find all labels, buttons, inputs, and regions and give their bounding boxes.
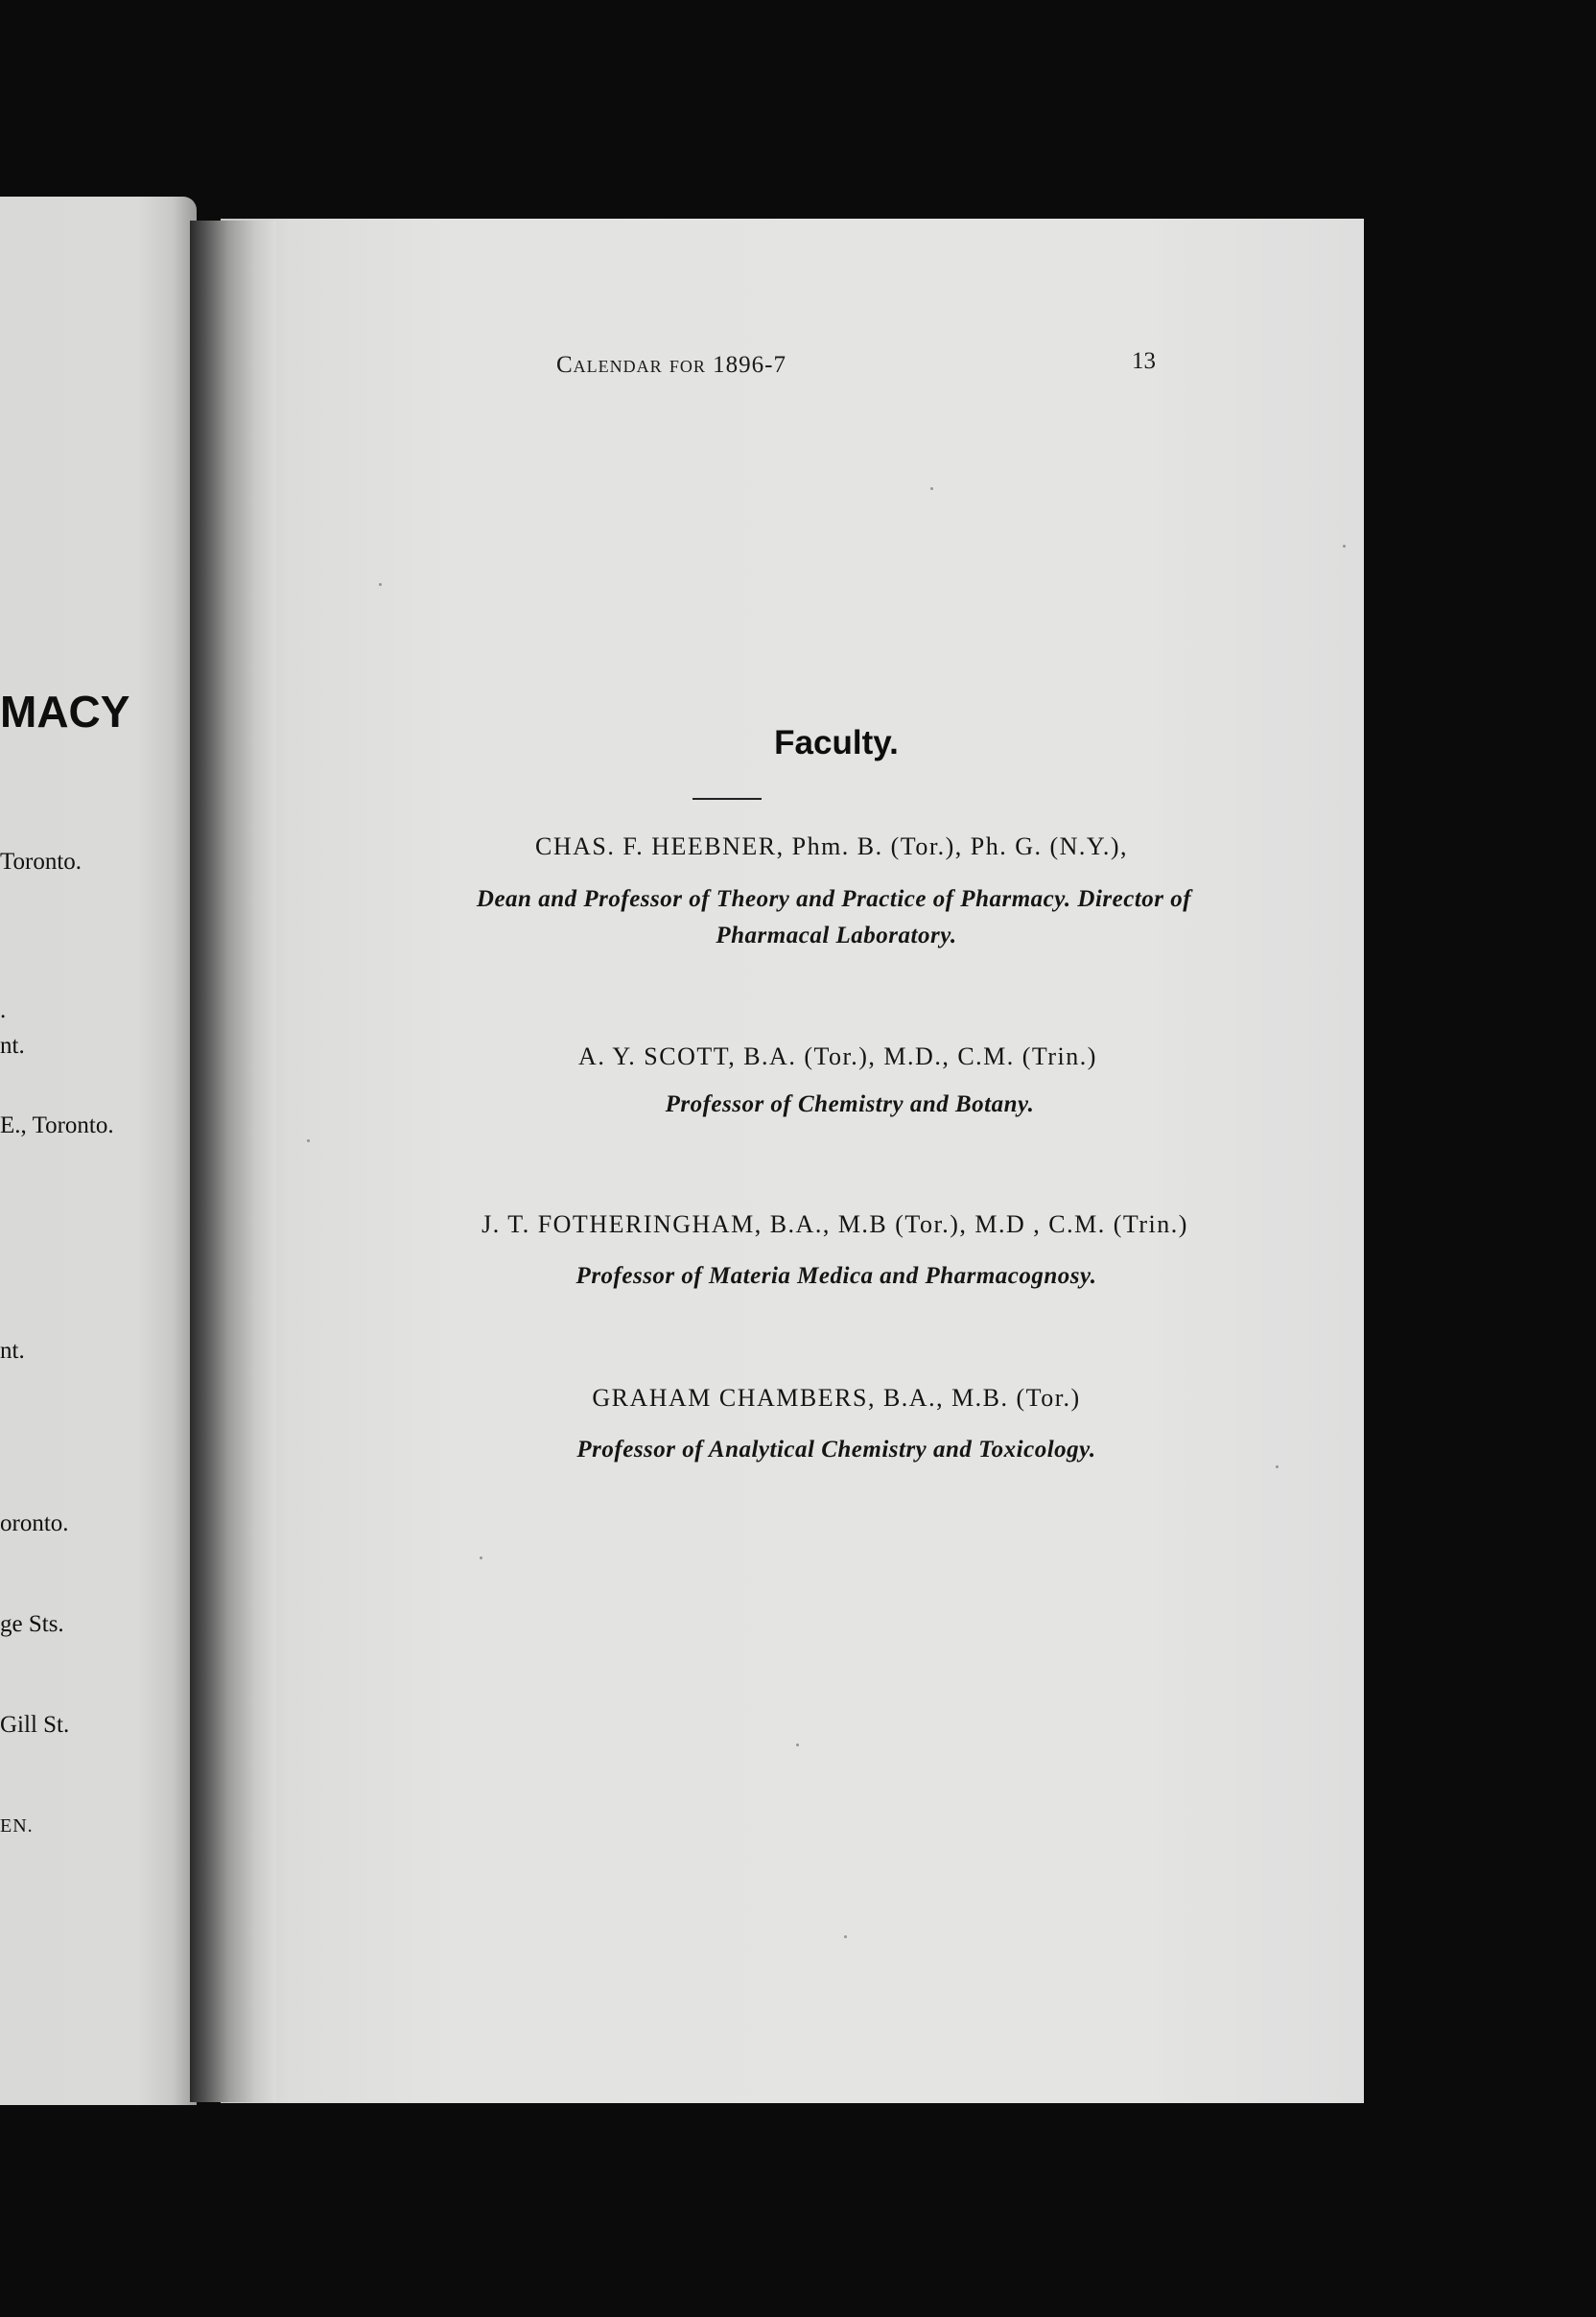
left-page-line: ge Sts.	[0, 1611, 64, 1637]
left-page	[0, 197, 197, 2105]
left-page-line: oronto.	[0, 1510, 69, 1536]
book-gutter	[190, 221, 276, 2102]
left-page-line: Toronto.	[0, 849, 82, 875]
running-head: Calendar for 1896-7	[556, 352, 787, 378]
faculty-name: CHAS. F. HEEBNER, Phm. B. (Tor.), Ph. G. (N.Y.),	[535, 832, 1128, 860]
left-page-line: E., Toronto.	[0, 1112, 114, 1138]
left-page-line: .	[0, 997, 7, 1023]
faculty-name: A. Y. SCOTT, B.A. (Tor.), M.D., C.M. (Trin.)	[578, 1042, 1097, 1070]
left-page-line: Gill St.	[0, 1712, 70, 1738]
faculty-role: Dean and Professor of Theory and Practice of Pharmacy. Director of	[476, 886, 1192, 912]
title-rule	[692, 798, 762, 800]
faculty-role: Professor of Analytical Chemistry and Toxicology.	[576, 1437, 1096, 1463]
page-number: 13	[1132, 348, 1156, 374]
left-page-line: nt.	[0, 1033, 25, 1059]
left-page-line: nt.	[0, 1338, 25, 1364]
faculty-role: Professor of Materia Medica and Pharmacognosy.	[575, 1263, 1097, 1289]
faculty-name: J. T. FOTHERINGHAM, B.A., M.B (Tor.), M.D , C.M. (Trin.)	[481, 1210, 1188, 1238]
faculty-role: Pharmacal Laboratory.	[716, 923, 957, 948]
faculty-name: GRAHAM CHAMBERS, B.A., M.B. (Tor.)	[592, 1384, 1081, 1412]
right-page	[221, 219, 1364, 2103]
left-page-heading: MACY	[0, 687, 130, 737]
faculty-role: Professor of Chemistry and Botany.	[665, 1091, 1035, 1117]
page-title: Faculty.	[774, 724, 899, 761]
left-page-line: EN.	[0, 1815, 34, 1837]
